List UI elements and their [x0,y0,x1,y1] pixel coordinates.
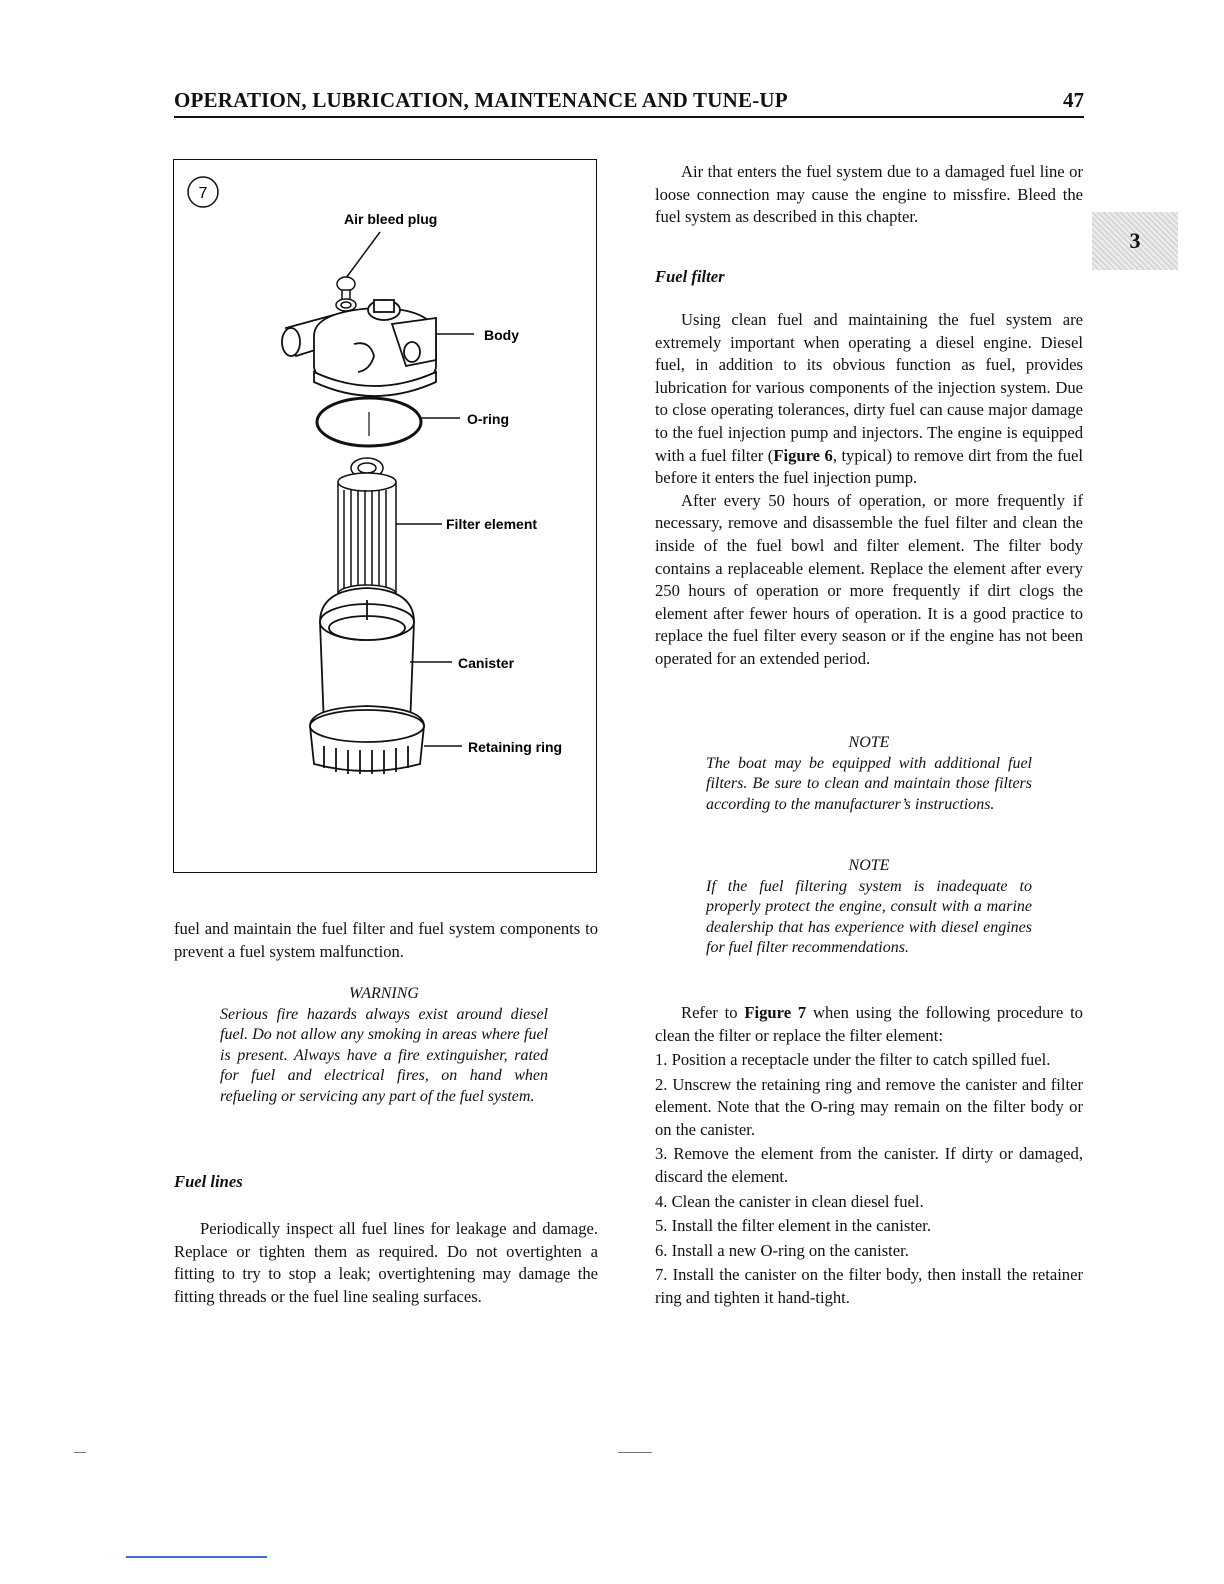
fuel-lines-section [174,1218,598,1308]
fuel-filter-heading: Fuel filter [655,267,725,286]
filter-element-part [338,458,396,603]
note-1-label: NOTE [848,734,890,751]
step-2: 2. Unscrew the retaining ring and remove the canister and filter element. Note that the O-ring may remain on the filter body or on the canister. [655,1074,1083,1139]
air-bleed-plug-part [336,277,356,311]
air-section [655,161,1083,229]
chapter-thumb-tab [1092,212,1178,270]
fuel-filter-paragraph-2: After every 50 hours of operation, or more frequently if necessary, remove and disassemble the fuel filter and clean the inside of the fuel bowl and filter element. The filter body contains a replaceable element. Replace the element after every 250 hours of operation or more frequently if dirt clogs the element after fewer hours of operation. It is a good practice to replace the fuel filter every season or if the engine has not been operated for an extended period. [655,490,1083,668]
fuel-filter-paragraph-1 [655,309,1083,490]
label-retaining-ring: Retaining ring [468,739,563,755]
step-3: 3. Remove the element from the canister. If dirty or damaged, discard the element. [655,1144,1083,1186]
procedure-intro [655,1002,1083,1047]
note-block-1 [706,733,1032,815]
warning-text: Serious fire hazards always exist around diesel fuel. Do not allow any smoking in areas where fuel is present. Always have a fire extinguisher, rated for fuel and electrical fires, on hand when refueling or servicing any part of the fuel system. [220,1005,548,1105]
refer-text-b: when using the following procedure to clean the filter or replace the filter element: [655,1003,1083,1045]
page-header [174,86,1084,118]
warning-block [220,984,548,1107]
refer-text-a: Refer to [681,1003,745,1022]
fuel-lines-heading: Fuel lines [174,1172,243,1191]
left-intro [174,918,598,963]
retaining-ring-part [310,706,424,774]
procedure-intro-paragraph [655,1002,1083,1047]
label-o-ring: O-ring [467,411,509,427]
label-filter-element: Filter element [446,516,538,532]
label-body: Body [484,327,519,343]
fuel-filter-p1-text-b: , typical) to remove dirt from the fuel before it enters the fuel injection pump. [655,445,1083,488]
warning-label: WARNING [349,985,419,1002]
scan-mark-center [618,1452,652,1453]
step-6: 6. Install a new O-ring on the canister. [655,1240,909,1260]
figure-number: 7 [198,185,208,202]
air-paragraph: Air that enters the fuel system due to a damaged fuel line or loose connection may cause the engine to missfire. Bleed the fuel system as described in this chapter. [655,162,1083,227]
filter-body-part [282,300,436,396]
figure-7-reference: Figure 7 [744,1003,807,1022]
left-intro-paragraph: fuel and maintain the fuel filter and fuel system components to prevent a fuel system malfunction. [174,919,598,961]
fuel-lines-paragraph: Periodically inspect all fuel lines for leakage and damage. Replace or tighten them as required. Do not overtighten a fitting to try to stop a leak; overtightening may damage the fitting threads or the fuel line sealing surfaces. [174,1219,598,1306]
procedure-steps [655,1049,1083,1312]
figure-6-reference: Figure 6 [773,445,833,465]
leader-air-bleed-plug [346,232,380,278]
chapter-title: OPERATION, LUBRICATION, MAINTENANCE AND TUNE-UP [174,88,788,112]
note-1-text: The boat may be equipped with additional fuel filters. Be sure to clean and maintain those filters according to the manufacturer’s instructions. [706,754,1032,813]
step-4: 4. Clean the canister in clean diesel fuel. [655,1191,924,1211]
note-2-label: NOTE [848,857,890,874]
step-1: 1. Position a receptacle under the filter to catch spilled fuel. [655,1050,1051,1069]
step-5: 5. Install the filter element in the canister. [655,1216,932,1236]
note-block-2 [706,856,1032,959]
note-2-text: If the fuel filtering system is inadequate to properly protect the engine, consult with a marine dealership that has experience with diesel engines for fuel filter recommendations. [706,877,1032,956]
scan-mark-left [74,1452,86,1453]
label-air-bleed-plug: Air bleed plug [344,211,438,227]
chapter-tab-label: 3 [1129,228,1141,253]
fuel-filter-p1-text-a: Using clean fuel and maintaining the fuel system are extremely important when operating a diesel engine. Diesel fuel, in addition to its obvious function as fuel, provides lubrication for various components of the injection system. Due to close operating tolerances, dirty fuel can cause major damage to the fuel injection pump and injectors. The engine is equipped with a fuel filter ( [655,310,1083,465]
step-7: 7. Install the canister on the filter body, then install the retainer ring and tighten it hand-tight. [655,1265,1083,1307]
fuel-filter-section [655,309,1083,671]
page-number: 47 [1063,88,1084,112]
figure-7-fuel-filter [173,159,597,873]
label-canister: Canister [458,655,515,671]
bottom-rule [126,1556,267,1558]
fuel-filter-diagram [174,160,598,874]
